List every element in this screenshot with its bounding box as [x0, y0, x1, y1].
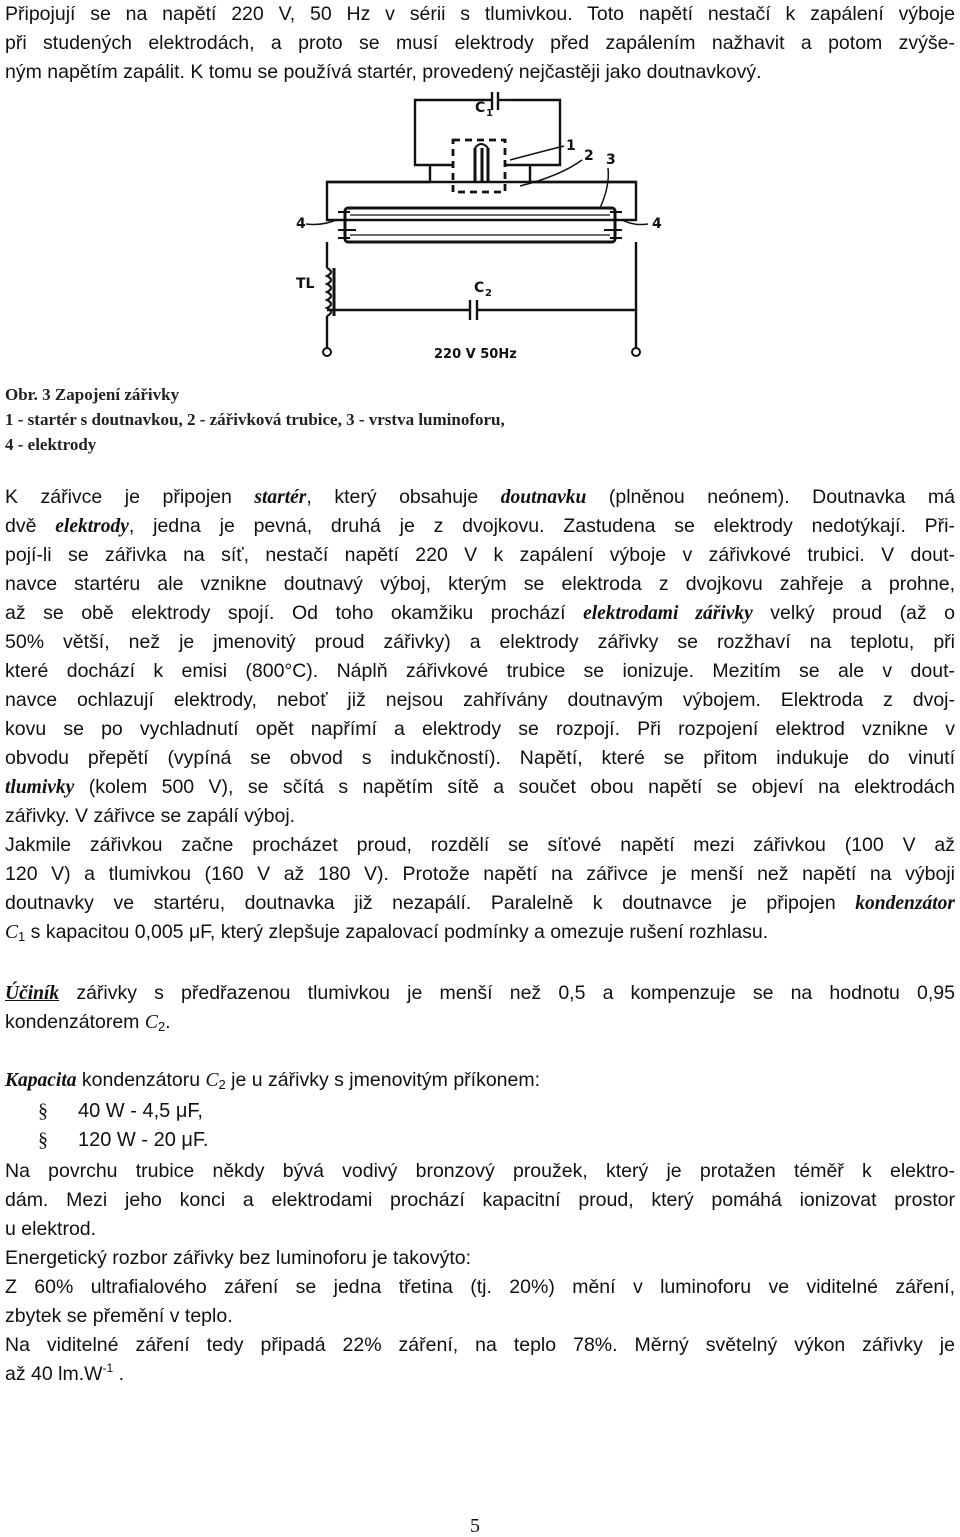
term-kondenzator: kondenzátor — [855, 893, 955, 914]
label-tl: TL — [296, 276, 315, 292]
list-item: 40 W - 4,5 μF, — [78, 1100, 203, 1122]
text-line — [5, 483, 955, 512]
term-doutnavka: doutnavku — [500, 487, 587, 508]
label-c1-sub: 1 — [486, 108, 493, 119]
text-line: 120 V) a tlumivkou (160 V až 180 V). Protože napětí na zářivce je menší než napětí na výboji — [5, 863, 955, 885]
paragraph-energy — [5, 1157, 955, 1389]
text-line: Energetický rozbor zářivky bez luminoforu je takovýto: — [5, 1247, 472, 1269]
paragraph-starter — [5, 483, 955, 831]
text-run: s kapacitou 0,005 μF, který zlepšuje zapalovací podmínky a omezuje rušení rozhlasu. — [25, 921, 769, 943]
label-supply: 220 V 50Hz — [434, 347, 517, 362]
text-line — [5, 979, 955, 1008]
text-run: , jedna je pevná, druhá je z dvojkovu. Zastudena se elektrody nedotýkají. Při- — [128, 515, 956, 537]
symbol-c1: C — [5, 922, 19, 943]
term-kapacita: Kapacita — [5, 1070, 77, 1091]
term-tlumivky: tlumivky — [5, 777, 75, 798]
caption-title: Obr. 3 Zapojení zářivky — [5, 385, 180, 404]
text-line: kovu se po vychladnutí opět napřímí a elektrody se rozpojí. Při rozpojení elektrod vznikne v — [5, 718, 955, 740]
text-line: navce ochlazují elektrody, neboť již nejsou zahřívány doutnavým výbojem. Elektroda z dvoj- — [5, 689, 955, 711]
text-run: kondenzátoru — [76, 1069, 206, 1091]
caption-line: 1 - startér s doutnavkou, 2 - zářivková trubice, 3 - vrstva luminoforu, — [5, 410, 505, 429]
subscript: 2 — [157, 1019, 166, 1034]
subscript: 1 — [18, 929, 26, 944]
term-elektrodami-zarivky: elektrodami zářivky — [583, 603, 753, 624]
label-3: 3 — [606, 152, 616, 168]
text-run: je u zářivky s jmenovitým příkonem: — [225, 1069, 541, 1091]
label-c1: C — [475, 100, 486, 116]
label-c2: C — [474, 280, 485, 296]
figure-caption — [5, 382, 705, 457]
text-line: obvodu přepětí (vypíná se obvod s indukčností). Napětí, které se přitom indukuje do vinutí — [5, 747, 955, 769]
caption-line: 4 - elektrody — [5, 435, 97, 454]
symbol-c2: C — [144, 1012, 158, 1033]
text-run: K zářivce je připojen — [5, 486, 255, 508]
text-line — [5, 1008, 955, 1037]
text-line: Na povrchu trubice někdy bývá vodivý bronzový proužek, který je protažen téměř k elektro- — [5, 1160, 955, 1182]
label-c2-sub: 2 — [485, 288, 492, 299]
text-line: Jakmile zářivkou začne procházet proud, rozdělí se síťové napětí mezi zářivkou (100 V až — [5, 834, 955, 856]
text-line — [5, 1066, 955, 1095]
text-line — [5, 773, 955, 802]
text-line: zářivky. V zářivce se zapálí výboj. — [5, 805, 296, 827]
text-run: . — [165, 1011, 171, 1033]
text-line — [5, 918, 955, 947]
text-run: velký proud (až o — [752, 602, 955, 624]
list-item: 120 W - 20 μF. — [78, 1129, 209, 1151]
text-line: dám. Mezi jeho konci a elektrodami prochází kapacitní proud, který pomáhá ionizovat prostor — [5, 1189, 955, 1211]
circuit-diagram — [270, 90, 670, 365]
text-line: pojí-li se zářivka na síť, nestačí napětí 220 V k zapálení výboje v zářivkové trubici. V dout- — [5, 544, 955, 566]
text-run: až 40 lm.W — [5, 1363, 103, 1385]
term-ucinik: Účiník — [5, 983, 60, 1004]
superscript: -1 — [102, 1361, 114, 1375]
text-run: dvě — [5, 515, 56, 537]
text-run: kondenzátorem — [5, 1011, 145, 1033]
label-1: 1 — [566, 138, 576, 154]
term-starter: startér — [254, 487, 307, 508]
paragraph-capacity — [5, 1066, 955, 1095]
text-line: u elektrod. — [5, 1218, 97, 1240]
text-line: Z 60% ultrafialového záření se jedna třetina (tj. 20%) mění v luminoforu ve viditelné záření, — [5, 1276, 955, 1298]
text-line — [5, 512, 955, 541]
page-number: 5 — [470, 1515, 480, 1537]
text-run: , který obsahuje — [306, 486, 501, 508]
text-line: při studených elektrodách, a proto se musí elektrody před zapálením nažhavit a potom zvýše- — [5, 32, 955, 54]
text-line — [5, 1360, 955, 1389]
text-run: doutnavky ve startéru, doutnavka již nezapálí. Paralelně k doutnavce je připojen — [5, 892, 856, 914]
section-bullet-icon: § — [38, 1100, 48, 1122]
text-line: 50% větší, než je jmenovitý proud zářivky) a elektrody zářivky se rozžhaví na teplotu, při — [5, 631, 955, 653]
symbol-c2: C — [205, 1070, 219, 1091]
label-4-right: 4 — [652, 216, 662, 232]
intro-paragraph — [5, 0, 955, 87]
text-line: ným napětím zapálit. K tomu se používá startér, provedený nejčastěji jako doutnavkový. — [5, 61, 762, 83]
text-line: navce startéru ale vznikne doutnavý výboj, kterým se elektroda z dvojkovu zahřeje a prohne, — [5, 573, 955, 595]
paragraph-voltage — [5, 831, 955, 947]
text-line — [5, 599, 955, 628]
label-4-left: 4 — [296, 216, 306, 232]
section-bullet-icon: § — [38, 1129, 48, 1151]
text-line — [5, 889, 955, 918]
text-line: zbytek se přemění v teplo. — [5, 1305, 233, 1327]
term-elektrody: elektrody — [55, 516, 129, 537]
label-2: 2 — [584, 148, 594, 164]
text-run: . — [113, 1363, 125, 1385]
paragraph-power-factor — [5, 979, 955, 1037]
text-run: zářivky s předřazenou tlumivkou je menší než 0,5 a kompenzuje se na hodnotu 0,95 — [59, 982, 955, 1004]
text-line: které dochází k emisi (800°C). Náplň zářivkové trubice se ionizuje. Mezitím se ale v dout- — [5, 660, 955, 682]
text-run: (kolem 500 V), se sčítá s napětím sítě a součet obou napětí se objeví na elektrodách — [74, 776, 955, 798]
text-run: (plněnou neónem). Doutnavka má — [586, 486, 955, 508]
subscript: 2 — [218, 1077, 226, 1092]
text-line: Připojují se na napětí 220 V, 50 Hz v sérii s tlumivkou. Toto napětí nestačí k zapálení výboje — [5, 3, 955, 25]
text-run: až se obě elektrody spojí. Od toho okamžiku prochází — [5, 602, 584, 624]
text-line: Na viditelné záření tedy připadá 22% záření, na teplo 78%. Měrný světelný výkon zářivky je — [5, 1334, 955, 1356]
